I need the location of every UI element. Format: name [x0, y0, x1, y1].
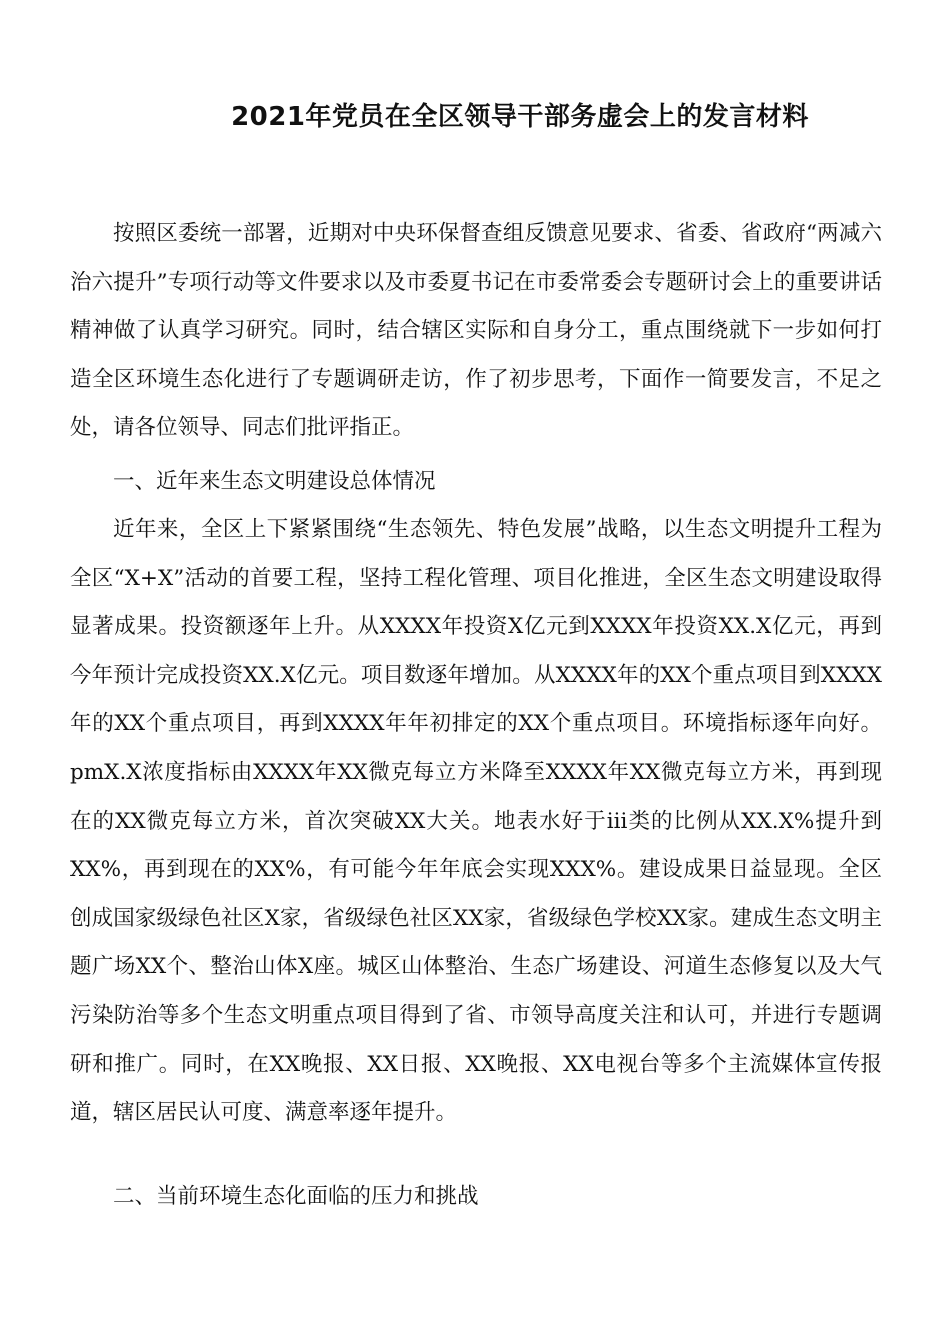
- document-title: 2021年党员在全区领导干部务虚会上的发言材料: [231, 102, 809, 132]
- section-heading-2: 二、当前环境生态化面临的压力和挑战: [113, 1184, 479, 1209]
- section-heading-1: 一、近年来生态文明建设总体情况: [113, 469, 436, 494]
- section-1-paragraph: 近年来，全区上下紧紧围绕“生态领先、特色发展”战略，以生态文明提升工程为全区“X+X”活动的首要工程，坚持工程化管理、项目化推进，全区生态文明建设取得显著成果。投资额逐年上升。从XXXX年投资X亿元到XXXX年投资XX.X亿元，再到今年预计完成投资XX.X亿元。项目数逐年增加。从XXXX年的XX个重点项目到XXXX年的XX个重点项目，再到XXXX年年初排定的XX个重点项目。环境指标逐年向好。pmX.X浓度指标由XXXX年XX微克每立方米降至XXXX年XX微克每立方米，再到现在的XX微克每立方米，首次突破XX大关。地表水好于iii类的比例从XX.X%提升到XX%，再到现在的XX%，有可能今年年底会实现XXX%。建设成果日益显现。全区创成国家级绿色社区X家，省级绿色社区XX家，省级绿色学校XX家。建成生态文明主题广场XX个、整治山体X座。城区山体整治、生态广场建设、河道生态修复以及大气污染防治等多个生态文明重点项目得到了省、市领导高度关注和认可，并进行专题调研和推广。同时，在XX晚报、XX日报、XX晚报、XX电视台等多个主流媒体宣传报道，辖区居民认可度、满意率逐年提升。: [70, 517, 882, 1126]
- intro-paragraph: 按照区委统一部署，近期对中央环保督查组反馈意见要求、省委、省政府“两减六治六提升”专项行动等文件要求以及市委夏书记在市委常委会专题研讨会上的重要讲话精神做了认真学习研究。同时，结合辖区实际和自身分工，重点围绕就下一步如何打造全区环境生态化进行了专题调研走访，作了初步思考，下面作一简要发言，不足之处，请各位领导、同志们批评指正。: [70, 221, 882, 441]
